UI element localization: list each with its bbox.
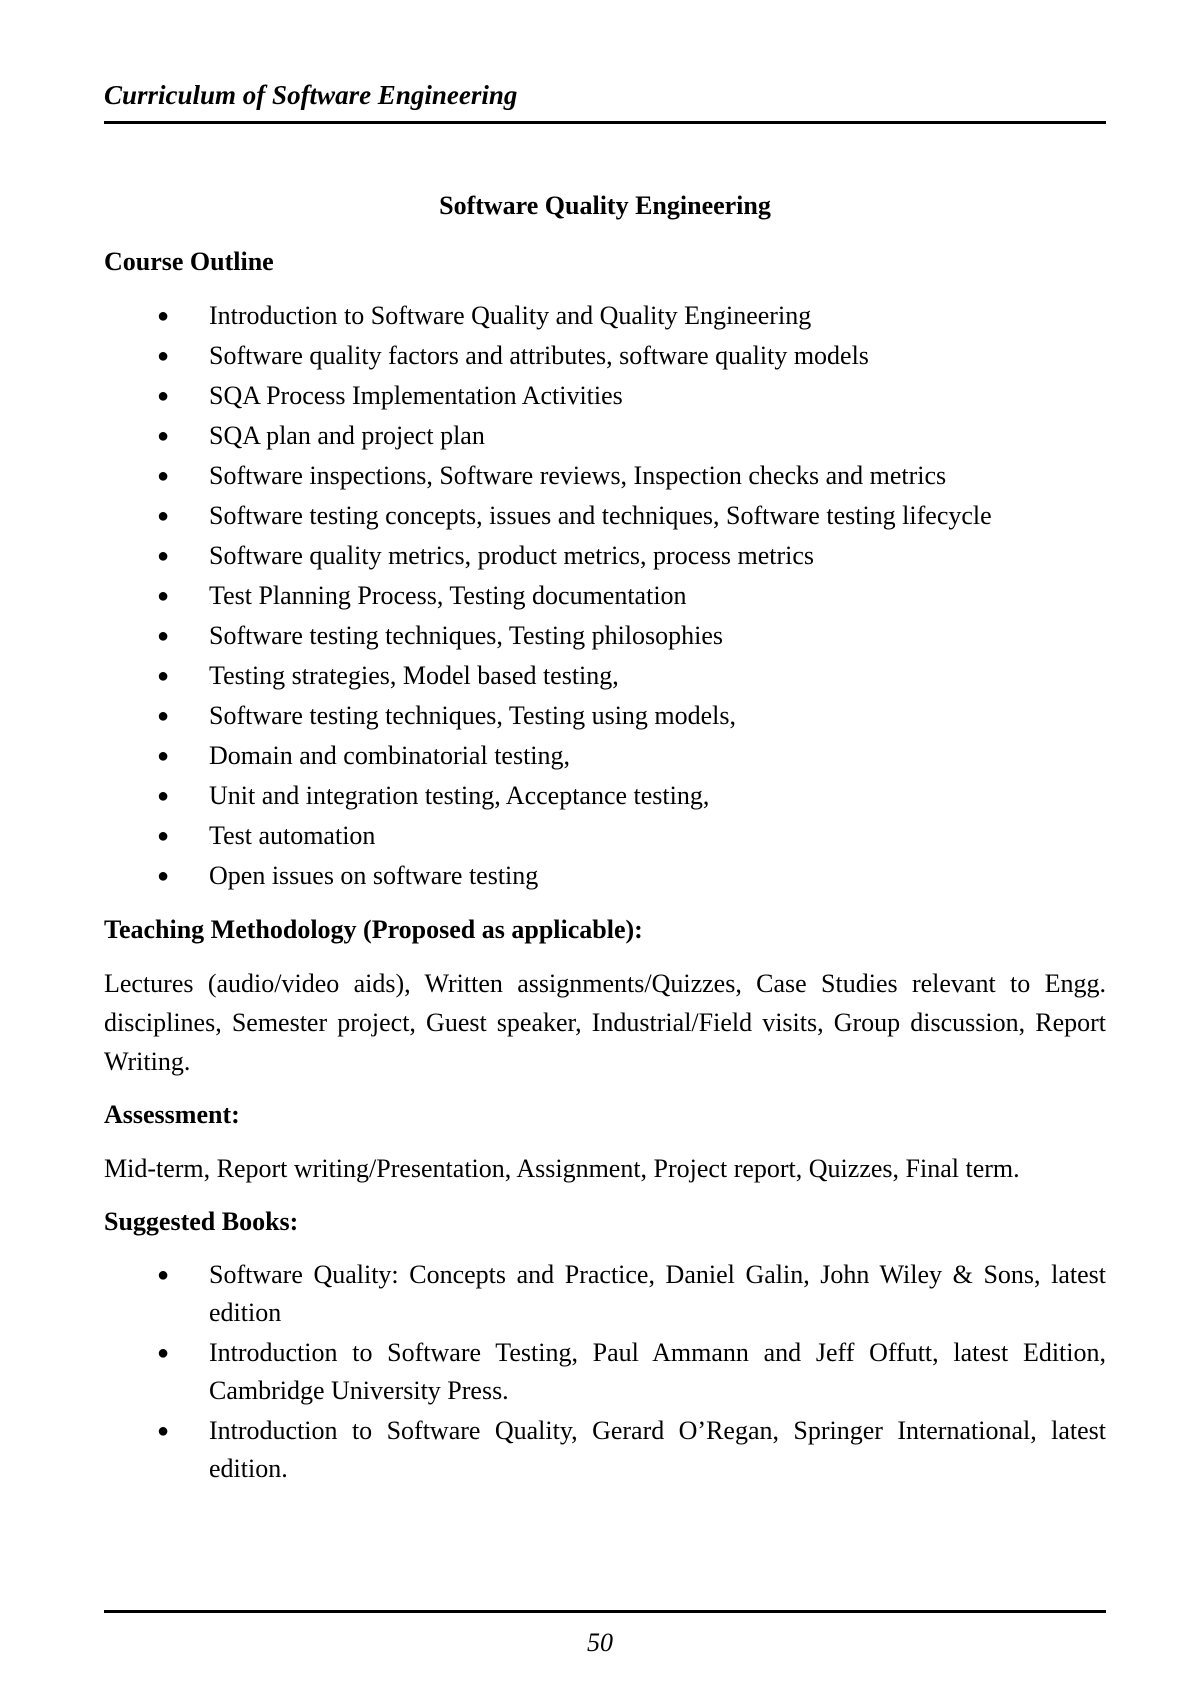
header-rule bbox=[104, 121, 1106, 124]
list-item-text: Test Planning Process, Testing documentation bbox=[209, 581, 687, 610]
list-item-text: Software quality metrics, product metrics, process metrics bbox=[209, 541, 815, 570]
list-item bbox=[104, 456, 1106, 496]
bullet-icon: ● bbox=[157, 425, 170, 447]
list-item-text: Unit and integration testing, Acceptance testing, bbox=[209, 781, 710, 810]
teaching-methodology-heading: Teaching Methodology (Proposed as applicable): bbox=[104, 915, 643, 944]
page-content bbox=[104, 186, 1106, 1502]
assessment-heading: Assessment: bbox=[104, 1100, 240, 1129]
list-item bbox=[104, 576, 1106, 616]
list-item-text: Domain and combinatorial testing, bbox=[209, 741, 571, 770]
list-item bbox=[104, 1412, 1106, 1488]
bullet-icon: ● bbox=[157, 1420, 170, 1442]
list-item bbox=[104, 376, 1106, 416]
course-outline-list bbox=[104, 296, 1106, 896]
list-item bbox=[104, 816, 1106, 856]
list-item bbox=[104, 856, 1106, 896]
list-item bbox=[104, 736, 1106, 776]
list-item bbox=[104, 416, 1106, 456]
bullet-icon: ● bbox=[157, 465, 170, 487]
list-item bbox=[104, 1334, 1106, 1410]
bullet-icon: ● bbox=[157, 865, 170, 887]
bullet-icon: ● bbox=[157, 1264, 170, 1286]
bullet-icon: ● bbox=[157, 385, 170, 407]
list-item bbox=[104, 696, 1106, 736]
list-item bbox=[104, 776, 1106, 816]
course-outline-heading: Course Outline bbox=[104, 247, 274, 276]
suggested-books-list bbox=[104, 1256, 1106, 1488]
bullet-icon: ● bbox=[157, 585, 170, 607]
list-item bbox=[104, 296, 1106, 336]
list-item-text: Software testing techniques, Testing using models, bbox=[209, 701, 737, 730]
bullet-icon: ● bbox=[157, 625, 170, 647]
bullet-icon: ● bbox=[157, 745, 170, 767]
list-item bbox=[104, 1256, 1106, 1332]
book-text: Introduction to Software Quality, Gerard O’Regan, Springer International, latest edition. bbox=[209, 1416, 1106, 1483]
document-title: Software Quality Engineering bbox=[439, 191, 771, 220]
bullet-icon: ● bbox=[157, 785, 170, 807]
bullet-icon: ● bbox=[157, 545, 170, 567]
list-item-text: Software testing concepts, issues and techniques, Software testing lifecycle bbox=[209, 501, 992, 530]
list-item-text: SQA Process Implementation Activities bbox=[209, 381, 623, 410]
bullet-icon: ● bbox=[157, 705, 170, 727]
list-item-text: Introduction to Software Quality and Quality Engineering bbox=[209, 301, 812, 330]
bullet-icon: ● bbox=[157, 305, 170, 327]
suggested-books-heading: Suggested Books: bbox=[104, 1207, 299, 1236]
list-item bbox=[104, 656, 1106, 696]
list-item bbox=[104, 336, 1106, 376]
assessment-text: Mid-term, Report writing/Presentation, Assignment, Project report, Quizzes, Final term. bbox=[104, 1154, 1020, 1183]
list-item-text: Software inspections, Software reviews, Inspection checks and metrics bbox=[209, 461, 947, 490]
list-item bbox=[104, 536, 1106, 576]
list-item-text: Open issues on software testing bbox=[209, 861, 539, 890]
list-item-text: Testing strategies, Model based testing, bbox=[209, 661, 619, 690]
teaching-methodology-text: Lectures (audio/video aids), Written assignments/Quizzes, Case Studies relevant to Engg. disciplines, Semester project, Guest speaker, Industrial/Field visits, Group discussion, Report Writing. bbox=[104, 969, 1106, 1076]
list-item-text: Test automation bbox=[209, 821, 376, 850]
running-header: Curriculum of Software Engineering bbox=[104, 80, 518, 110]
book-text: Software Quality: Concepts and Practice, Daniel Galin, John Wiley & Sons, latest edition bbox=[209, 1260, 1106, 1327]
list-item-text: Software quality factors and attributes, software quality models bbox=[209, 341, 869, 370]
bullet-icon: ● bbox=[157, 505, 170, 527]
bullet-icon: ● bbox=[157, 825, 170, 847]
bullet-icon: ● bbox=[157, 665, 170, 687]
list-item-text: Software testing techniques, Testing philosophies bbox=[209, 621, 724, 650]
bullet-icon: ● bbox=[157, 1342, 170, 1364]
list-item bbox=[104, 616, 1106, 656]
footer-rule bbox=[104, 1610, 1106, 1613]
list-item bbox=[104, 496, 1106, 536]
page-number: 50 bbox=[587, 1628, 613, 1657]
book-text: Introduction to Software Testing, Paul Ammann and Jeff Offutt, latest Edition, Cambridge University Press. bbox=[209, 1338, 1106, 1405]
bullet-icon: ● bbox=[157, 345, 170, 367]
list-item-text: SQA plan and project plan bbox=[209, 421, 485, 450]
